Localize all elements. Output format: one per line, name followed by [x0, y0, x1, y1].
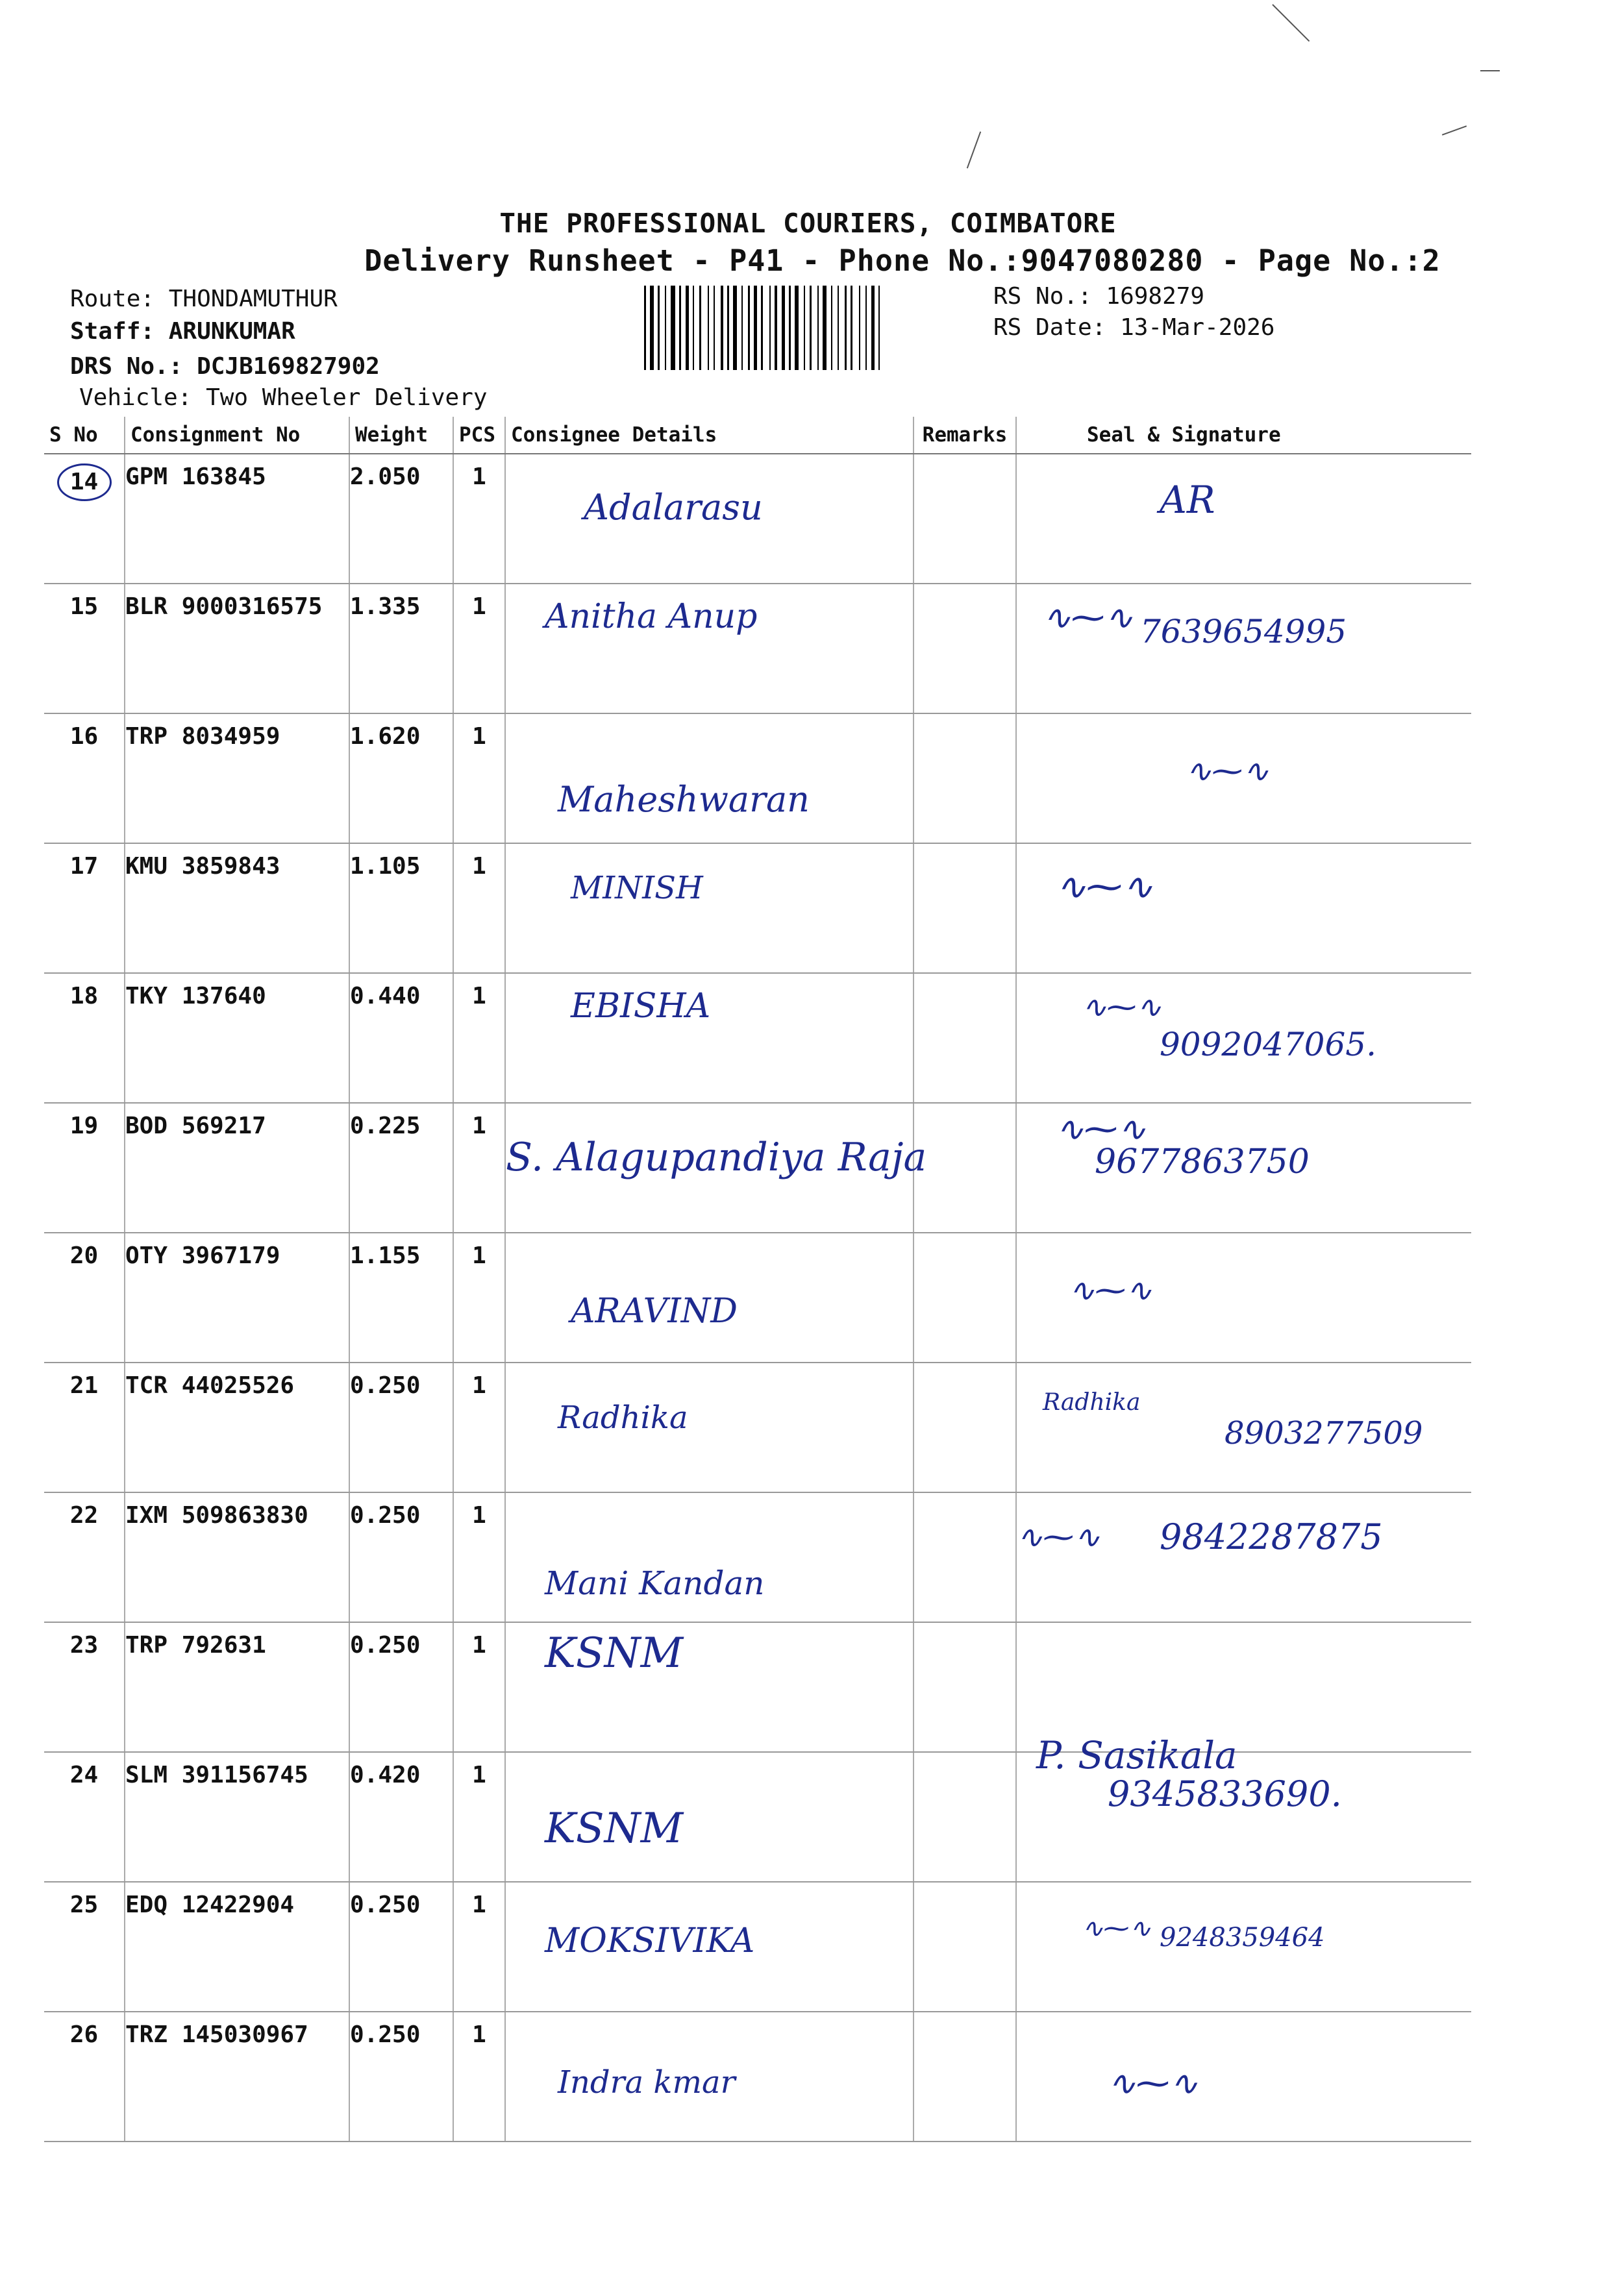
- weight-cell: 0.420: [349, 1752, 453, 1882]
- remarks-cell: [914, 713, 1016, 843]
- remarks-cell: [914, 454, 1016, 584]
- barcode-bar: [865, 286, 867, 370]
- remarks-cell: [914, 1882, 1016, 2012]
- signature-cell: [1016, 713, 1471, 843]
- route-label: Route: THONDAMUTHUR: [70, 286, 338, 312]
- scan-mark: [1272, 4, 1310, 42]
- col-pcs: PCS: [453, 417, 505, 454]
- barcode-bar: [714, 286, 715, 370]
- consignee-cell: [505, 1363, 914, 1492]
- weight-cell: 0.250: [349, 1363, 453, 1492]
- sno-value: 15: [69, 593, 99, 620]
- consignee-handwriting: Mani Kandan: [545, 1564, 765, 1602]
- consignee-cell: [505, 584, 914, 713]
- pcs-cell: 1: [453, 584, 505, 713]
- barcode-bar: [804, 286, 805, 370]
- scan-mark: [967, 131, 981, 168]
- signature-phone: 9345833690.: [1108, 1773, 1342, 1814]
- consignee-cell: [505, 1233, 914, 1363]
- consignee-handwriting: KSNM: [545, 1805, 684, 1853]
- signature-cell: [1016, 1363, 1471, 1492]
- barcode-bar: [789, 286, 791, 370]
- signature-phone: 9677863750: [1095, 1142, 1310, 1181]
- signature-handwriting: AR: [1160, 478, 1215, 522]
- pcs-cell: 1: [453, 454, 505, 584]
- consignee-cell: [505, 1103, 927, 1233]
- pcs-cell: 1: [453, 843, 505, 973]
- consignment-cell: SLM 391156745: [125, 1752, 349, 1882]
- remarks-cell: [914, 1752, 1016, 1882]
- consignment-cell: IXM 509863830: [125, 1492, 349, 1622]
- consignment-cell: BOD 569217: [125, 1103, 349, 1233]
- consignee-handwriting: MINISH: [571, 870, 703, 906]
- signature-cell: [1016, 1622, 1471, 1752]
- table-row: [44, 1882, 1471, 2012]
- col-weight: Weight: [349, 417, 453, 454]
- consignee-handwriting: MOKSIVIKA: [545, 1921, 755, 1960]
- signature-scribble: ∿⁓∿: [1056, 1110, 1147, 1149]
- col-remarks: Remarks: [914, 417, 1016, 454]
- table-row: [44, 2012, 1471, 2142]
- barcode-bar: [761, 286, 763, 370]
- sno-value: 19: [69, 1113, 99, 1139]
- barcode-bar: [845, 286, 847, 370]
- barcode-bar: [686, 286, 689, 370]
- col-consignment: Consignment No: [125, 417, 349, 454]
- weight-cell: 0.440: [349, 973, 453, 1103]
- consignee-handwriting: Indra kmar: [558, 2064, 736, 2101]
- consignment-cell: TRZ 145030967: [125, 2012, 349, 2142]
- barcode-bar: [871, 286, 875, 370]
- sno-value: 26: [69, 2021, 99, 2048]
- consignee-handwriting: ARAVIND: [571, 1292, 738, 1331]
- signature-scribble: ∿⁓∿: [1082, 989, 1162, 1024]
- barcode-image: [644, 286, 988, 370]
- remarks-cell: [914, 584, 1016, 713]
- weight-cell: 1.620: [349, 713, 453, 843]
- barcode-bar: [795, 286, 799, 370]
- table-row: [44, 1752, 1471, 1882]
- signature-scribble: ∿⁓∿: [1069, 1272, 1152, 1309]
- rs-date: RS Date: 13-Mar-2026: [993, 314, 1275, 341]
- consignment-cell: OTY 3967179: [125, 1233, 349, 1363]
- consignment-cell: TCR 44025526: [125, 1363, 349, 1492]
- signature-cell: [1016, 454, 1471, 584]
- barcode-bar: [831, 286, 832, 370]
- remarks-cell: [914, 1622, 1016, 1752]
- sno-value: 14: [57, 463, 112, 501]
- pcs-cell: 1: [453, 713, 505, 843]
- vehicle-label: Vehicle: Two Wheeler Delivery: [79, 384, 488, 411]
- signature-cell: [1016, 1733, 1471, 1882]
- consignment-cell: TKY 137640: [125, 973, 349, 1103]
- signature-scribble: ∿⁓∿: [1043, 599, 1134, 637]
- scan-mark: [1442, 125, 1467, 136]
- pcs-cell: 1: [453, 973, 505, 1103]
- barcode-bar: [782, 286, 785, 370]
- runsheet-title: Delivery Runsheet - P41 - Phone No.:9047080280 - Page No.:2: [364, 243, 1441, 278]
- barcode-bar: [644, 286, 646, 370]
- signature-scribble: ∿⁓∿: [1017, 1519, 1100, 1555]
- sno-value: 22: [69, 1502, 99, 1529]
- sno-value: 18: [69, 983, 99, 1009]
- sno-value: 21: [69, 1372, 99, 1399]
- remarks-cell: [914, 1103, 1016, 1233]
- barcode-bar: [708, 286, 709, 370]
- sno-cell: [44, 1103, 125, 1233]
- pcs-cell: 1: [453, 2012, 505, 2142]
- barcode-bar: [775, 286, 777, 370]
- barcode-bar: [727, 286, 729, 370]
- signature-cell: [1016, 584, 1471, 713]
- consignee-cell: [505, 713, 914, 843]
- barcode-bar: [650, 286, 654, 370]
- table-row: [44, 1233, 1471, 1363]
- barcode-bar: [741, 286, 743, 370]
- barcode-bar: [679, 286, 681, 370]
- table-row: [44, 1103, 1471, 1233]
- barcode-bar: [754, 286, 757, 370]
- consignment-cell: TRP 8034959: [125, 713, 349, 843]
- signature-phone: 9092047065.: [1160, 1026, 1377, 1063]
- signature-phone: 8903277509: [1224, 1415, 1423, 1451]
- consignee-handwriting: Maheshwaran: [558, 779, 810, 820]
- table-row: [44, 973, 1471, 1103]
- barcode-bar: [878, 286, 880, 370]
- sno-cell: [44, 1363, 125, 1492]
- signature-cell: [1016, 2012, 1471, 2142]
- weight-cell: 0.250: [349, 2012, 453, 2142]
- consignment-cell: BLR 9000316575: [125, 584, 349, 713]
- weight-cell: 0.250: [349, 1882, 453, 2012]
- signature-phone: 9248359464: [1160, 1923, 1325, 1953]
- col-sno: S No: [44, 417, 125, 454]
- sno-value: 20: [69, 1242, 99, 1269]
- barcode-bar: [665, 286, 666, 370]
- consignee-cell: [505, 2012, 914, 2142]
- consignee-handwriting: Radhika: [558, 1400, 688, 1436]
- barcode-bar: [810, 286, 812, 370]
- barcode-bar: [699, 286, 701, 370]
- pcs-cell: 1: [453, 1752, 505, 1882]
- signature-scribble: ∿⁓∿: [1186, 753, 1269, 789]
- sno-cell: [44, 1752, 125, 1882]
- table-header-row: [44, 417, 1471, 454]
- sno-cell: [44, 584, 125, 713]
- remarks-cell: [914, 843, 1016, 973]
- sno-cell: [44, 1882, 125, 2012]
- table-row: [44, 1363, 1471, 1492]
- consignment-cell: EDQ 12422904: [125, 1882, 349, 2012]
- pcs-cell: 1: [453, 1622, 505, 1752]
- sno-cell: [44, 2012, 125, 2142]
- sno-cell: [44, 713, 125, 843]
- consignment-cell: TRP 792631: [125, 1622, 349, 1752]
- barcode-bar: [859, 286, 860, 370]
- barcode-bar: [851, 286, 852, 370]
- sno-cell: [44, 1233, 125, 1363]
- pcs-cell: 1: [453, 1363, 505, 1492]
- sno-cell: [44, 1622, 125, 1752]
- sno-cell: [44, 454, 125, 584]
- weight-cell: 0.225: [349, 1103, 453, 1233]
- signature-cell: [1016, 1882, 1471, 2012]
- consignee-handwriting: S. Alagupandiya Raja: [506, 1135, 927, 1180]
- table-row: [44, 454, 1471, 584]
- sno-cell: [44, 1492, 125, 1622]
- col-signature: Seal & Signature: [1016, 417, 1471, 454]
- consignee-cell: [505, 843, 914, 973]
- consignment-cell: KMU 3859843: [125, 843, 349, 973]
- barcode-bar: [748, 286, 750, 370]
- signature-cell: [1016, 1492, 1471, 1622]
- sno-value: 16: [69, 723, 99, 750]
- table-row: [44, 584, 1471, 713]
- barcode-bar: [838, 286, 839, 370]
- barcode-bar: [658, 286, 660, 370]
- remarks-cell: [914, 1492, 1016, 1622]
- barcode-bar: [693, 286, 694, 370]
- pcs-cell: 1: [453, 1492, 505, 1622]
- pcs-cell: 1: [453, 1882, 505, 2012]
- barcode-bar: [721, 286, 723, 370]
- signature-cell: [1016, 1103, 1471, 1233]
- remarks-cell: [914, 1233, 1016, 1363]
- sno-value: 17: [69, 853, 99, 880]
- consignee-handwriting: KSNM: [545, 1629, 684, 1677]
- barcode-bar: [817, 286, 819, 370]
- weight-cell: 1.105: [349, 843, 453, 973]
- sno-cell: [44, 973, 125, 1103]
- drs-number: DRS No.: DCJB169827902: [70, 353, 380, 380]
- signature-phone: 7639654995: [1140, 613, 1347, 650]
- consignee-handwriting: Anitha Anup: [545, 597, 758, 636]
- weight-cell: 1.335: [349, 584, 453, 713]
- sno-value: 25: [69, 1892, 99, 1918]
- consignee-handwriting: Adalarasu: [584, 487, 763, 528]
- signature-handwriting: Radhika: [1043, 1389, 1141, 1416]
- sno-value: 23: [69, 1632, 99, 1659]
- table-row: [44, 843, 1471, 973]
- table-row: [44, 713, 1471, 843]
- consignee-handwriting: EBISHA: [571, 987, 711, 1026]
- consignee-cell: [505, 1622, 914, 1752]
- consignee-cell: [505, 973, 914, 1103]
- barcode-bar: [823, 286, 827, 370]
- company-name: THE PROFESSIONAL COURIERS, COIMBATORE: [499, 208, 1117, 239]
- barcode-bar: [671, 286, 675, 370]
- weight-cell: 2.050: [349, 454, 453, 584]
- staff-label: Staff: ARUNKUMAR: [70, 318, 295, 345]
- weight-cell: 0.250: [349, 1622, 453, 1752]
- signature-cell: [1016, 973, 1471, 1103]
- scan-mark: [1480, 70, 1500, 71]
- weight-cell: 0.250: [349, 1492, 453, 1622]
- col-consignee: Consignee Details: [505, 417, 914, 454]
- barcode-bar: [769, 286, 771, 370]
- pcs-cell: 1: [453, 1103, 505, 1233]
- signature-cell: [1016, 843, 1471, 973]
- signature-cell: [1016, 1233, 1471, 1363]
- consignee-cell: [505, 454, 914, 584]
- barcode-bar: [733, 286, 737, 370]
- rs-number: RS No.: 1698279: [993, 283, 1205, 310]
- consignee-cell: [505, 1492, 914, 1622]
- signature-scribble: ∿⁓∿: [1108, 2064, 1199, 2103]
- weight-cell: 1.155: [349, 1233, 453, 1363]
- remarks-cell: [914, 973, 1016, 1103]
- signature-scribble: ∿⁓∿: [1056, 866, 1153, 908]
- runsheet-table: [44, 417, 1471, 2142]
- sno-cell: [44, 843, 125, 973]
- remarks-cell: [914, 2012, 1016, 2142]
- consignee-cell: [505, 1752, 914, 1882]
- signature-handwriting: P. Sasikala: [1036, 1733, 1237, 1777]
- signature-phone: 9842287875: [1160, 1516, 1383, 1557]
- consignment-cell: GPM 163845: [125, 454, 349, 584]
- sno-value: 24: [69, 1762, 99, 1788]
- consignee-cell: [505, 1882, 914, 2012]
- table-row: [44, 1622, 1471, 1752]
- remarks-cell: [914, 1363, 1016, 1492]
- table-row: [44, 1492, 1471, 1622]
- pcs-cell: 1: [453, 1233, 505, 1363]
- signature-scribble: ∿⁓∿: [1082, 1914, 1152, 1944]
